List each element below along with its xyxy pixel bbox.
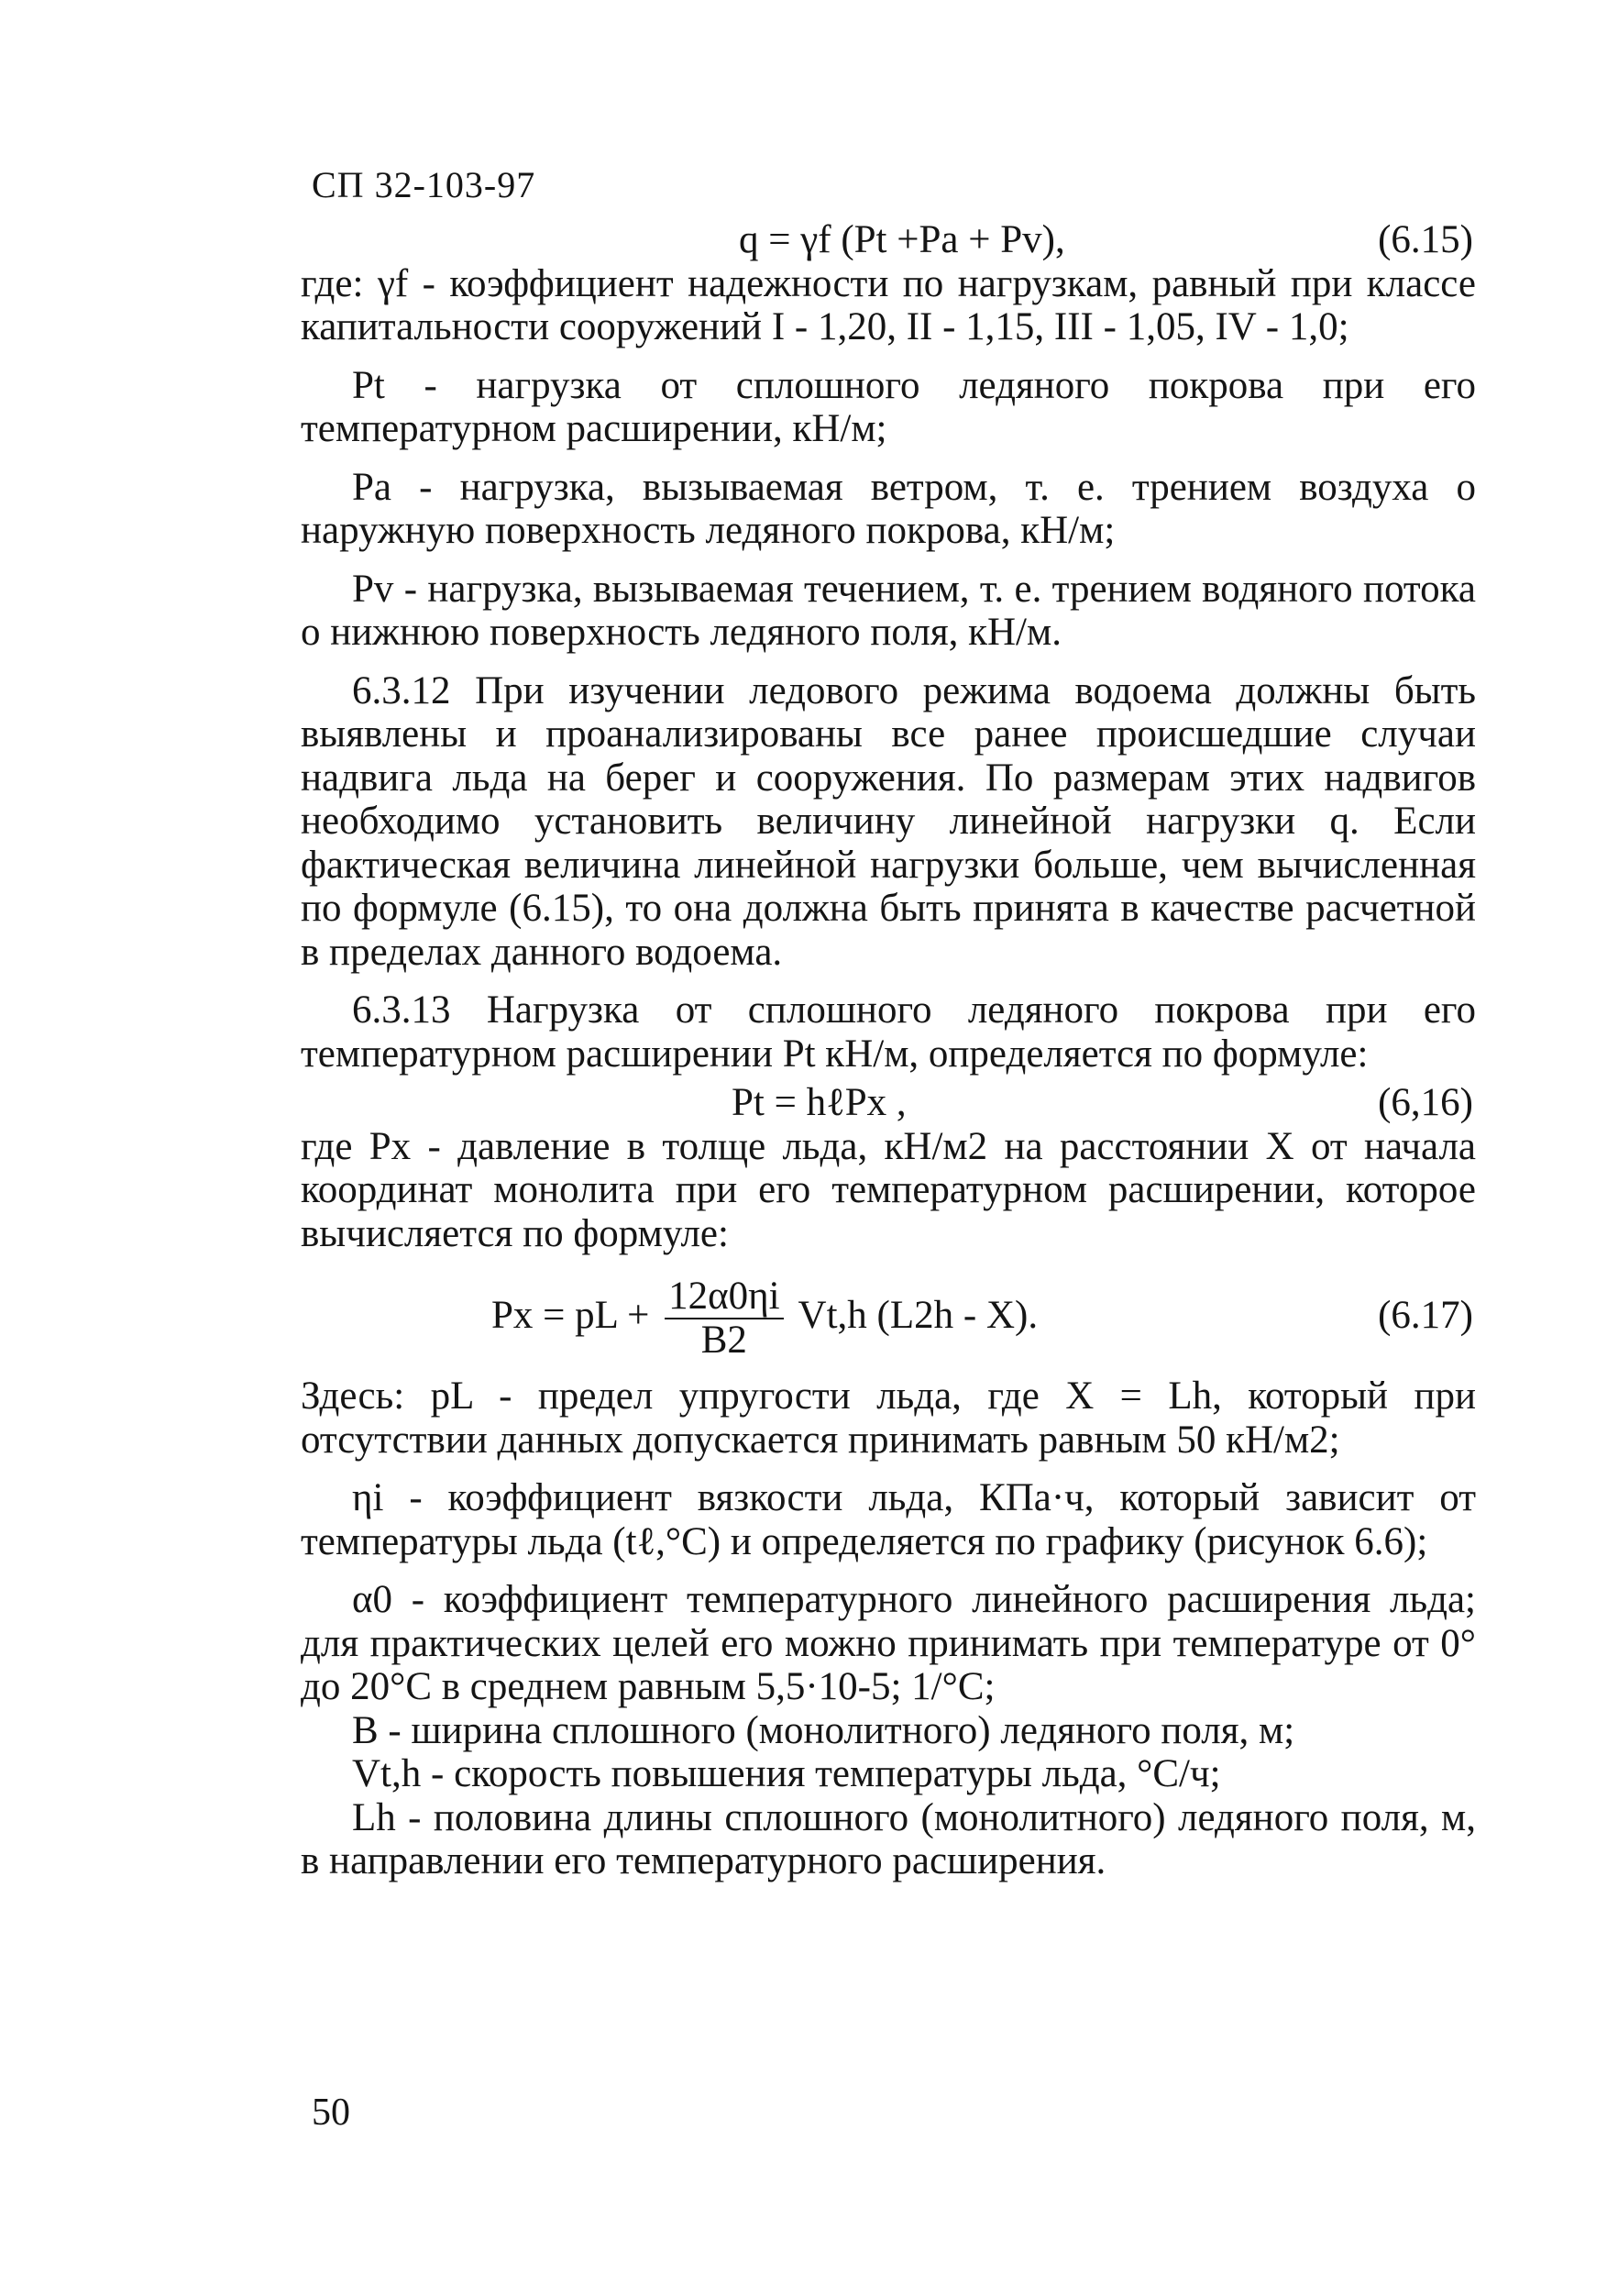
paragraph-6-3-13: 6.3.13 Нагрузка от сплошного ледяного покрова при его температурном расширении Pt кН/м, определяется по формуле: — [301, 988, 1476, 1076]
document-code-header: СП 32-103-97 — [312, 164, 536, 205]
definition-gamma-f: где: γf - коэффициент надежности по нагрузкам, равный при классе капитальности сооружений I - 1,20, II - 1,15, III - 1,05, IV - 1,0; — [301, 261, 1476, 348]
equation-6-16-number: (6,16) — [1378, 1081, 1473, 1124]
definition-alpha-0: α0 - коэффициент температурного линейного расширения льда; для практических целей его можно принимать при температуре от 0° до 20°С в среднем равным 5,5·10-5; 1/°С; — [301, 1578, 1476, 1708]
equation-6-17-lhs: Px = pL + — [491, 1294, 650, 1337]
equation-6-17-number: (6.17) — [1378, 1294, 1473, 1337]
equation-6-15 — [301, 218, 1476, 262]
equation-6-15-number: (6.15) — [1378, 218, 1473, 261]
equation-6-17-fraction — [665, 1275, 783, 1362]
definition-pv: Pv - нагрузка, вызываемая течением, т. е. трением водяного потока о нижнюю поверхность ледяного поля, кН/м. — [301, 567, 1476, 654]
equation-6-17-denominator: B2 — [700, 1319, 747, 1363]
definition-pa: Pa - нагрузка, вызываемая ветром, т. е. трением воздуха о наружную поверхность ледяного покрова, кН/м; — [301, 465, 1476, 552]
definition-lh: Lh - половина длины сплошного (монолитного) ледяного поля, м, в направлении его температурного расширения. — [301, 1795, 1476, 1882]
equation-6-15-formula: q = γf (Pt +Pa + Pv), — [739, 218, 1065, 261]
equation-6-17-formula — [491, 1274, 1038, 1362]
definition-pl: Здесь: pL - предел упругости льда, где X = Lh, который при отсутствии данных допускается принимать равным 50 кН/м2; — [301, 1374, 1476, 1462]
page-number: 50 — [312, 2092, 350, 2134]
document-body — [301, 218, 1476, 1883]
equation-6-16 — [301, 1081, 1476, 1125]
definition-b: B - ширина сплошного (монолитного) ледяного поля, м; — [352, 1708, 1295, 1752]
definition-vth: Vt,h - скорость повышения температуры льда, °С/ч; — [352, 1752, 1221, 1795]
equation-6-17-rest: Vt,h (L2h - X). — [798, 1294, 1039, 1337]
definition-eta-i: ηi - коэффициент вязкости льда, КПа·ч, который зависит от температуры льда (tℓ,°С) и определяется по графику (рисунок 6.6); — [301, 1476, 1476, 1563]
equation-6-17-numerator: 12α0ηi — [665, 1275, 783, 1319]
equation-6-17 — [301, 1257, 1476, 1374]
text-after-equation-6-16: где Px - давление в толще льда, кН/м2 на расстоянии X от начала координат монолита при его температурном расширении, которое вычисляется по формуле: — [301, 1124, 1476, 1255]
paragraph-6-3-12: 6.3.12 При изучении ледового режима водоема должны быть выявлены и проанализированы все ранее происшедшие случаи надвига льда на берег и сооружения. По размерам этих надвигов необходимо установить величину линейной нагрузки q. Если фактическая величина линейной нагрузки больше, чем вычисленная по формуле (6.15), то она должна быть принята в качестве расчетной в пределах данного водоема. — [301, 668, 1476, 974]
definition-pt: Pt - нагрузка от сплошного ледяного покрова при его температурном расширении, кН/м; — [301, 363, 1476, 450]
equation-6-16-formula: Pt = hℓPx , — [732, 1081, 907, 1124]
